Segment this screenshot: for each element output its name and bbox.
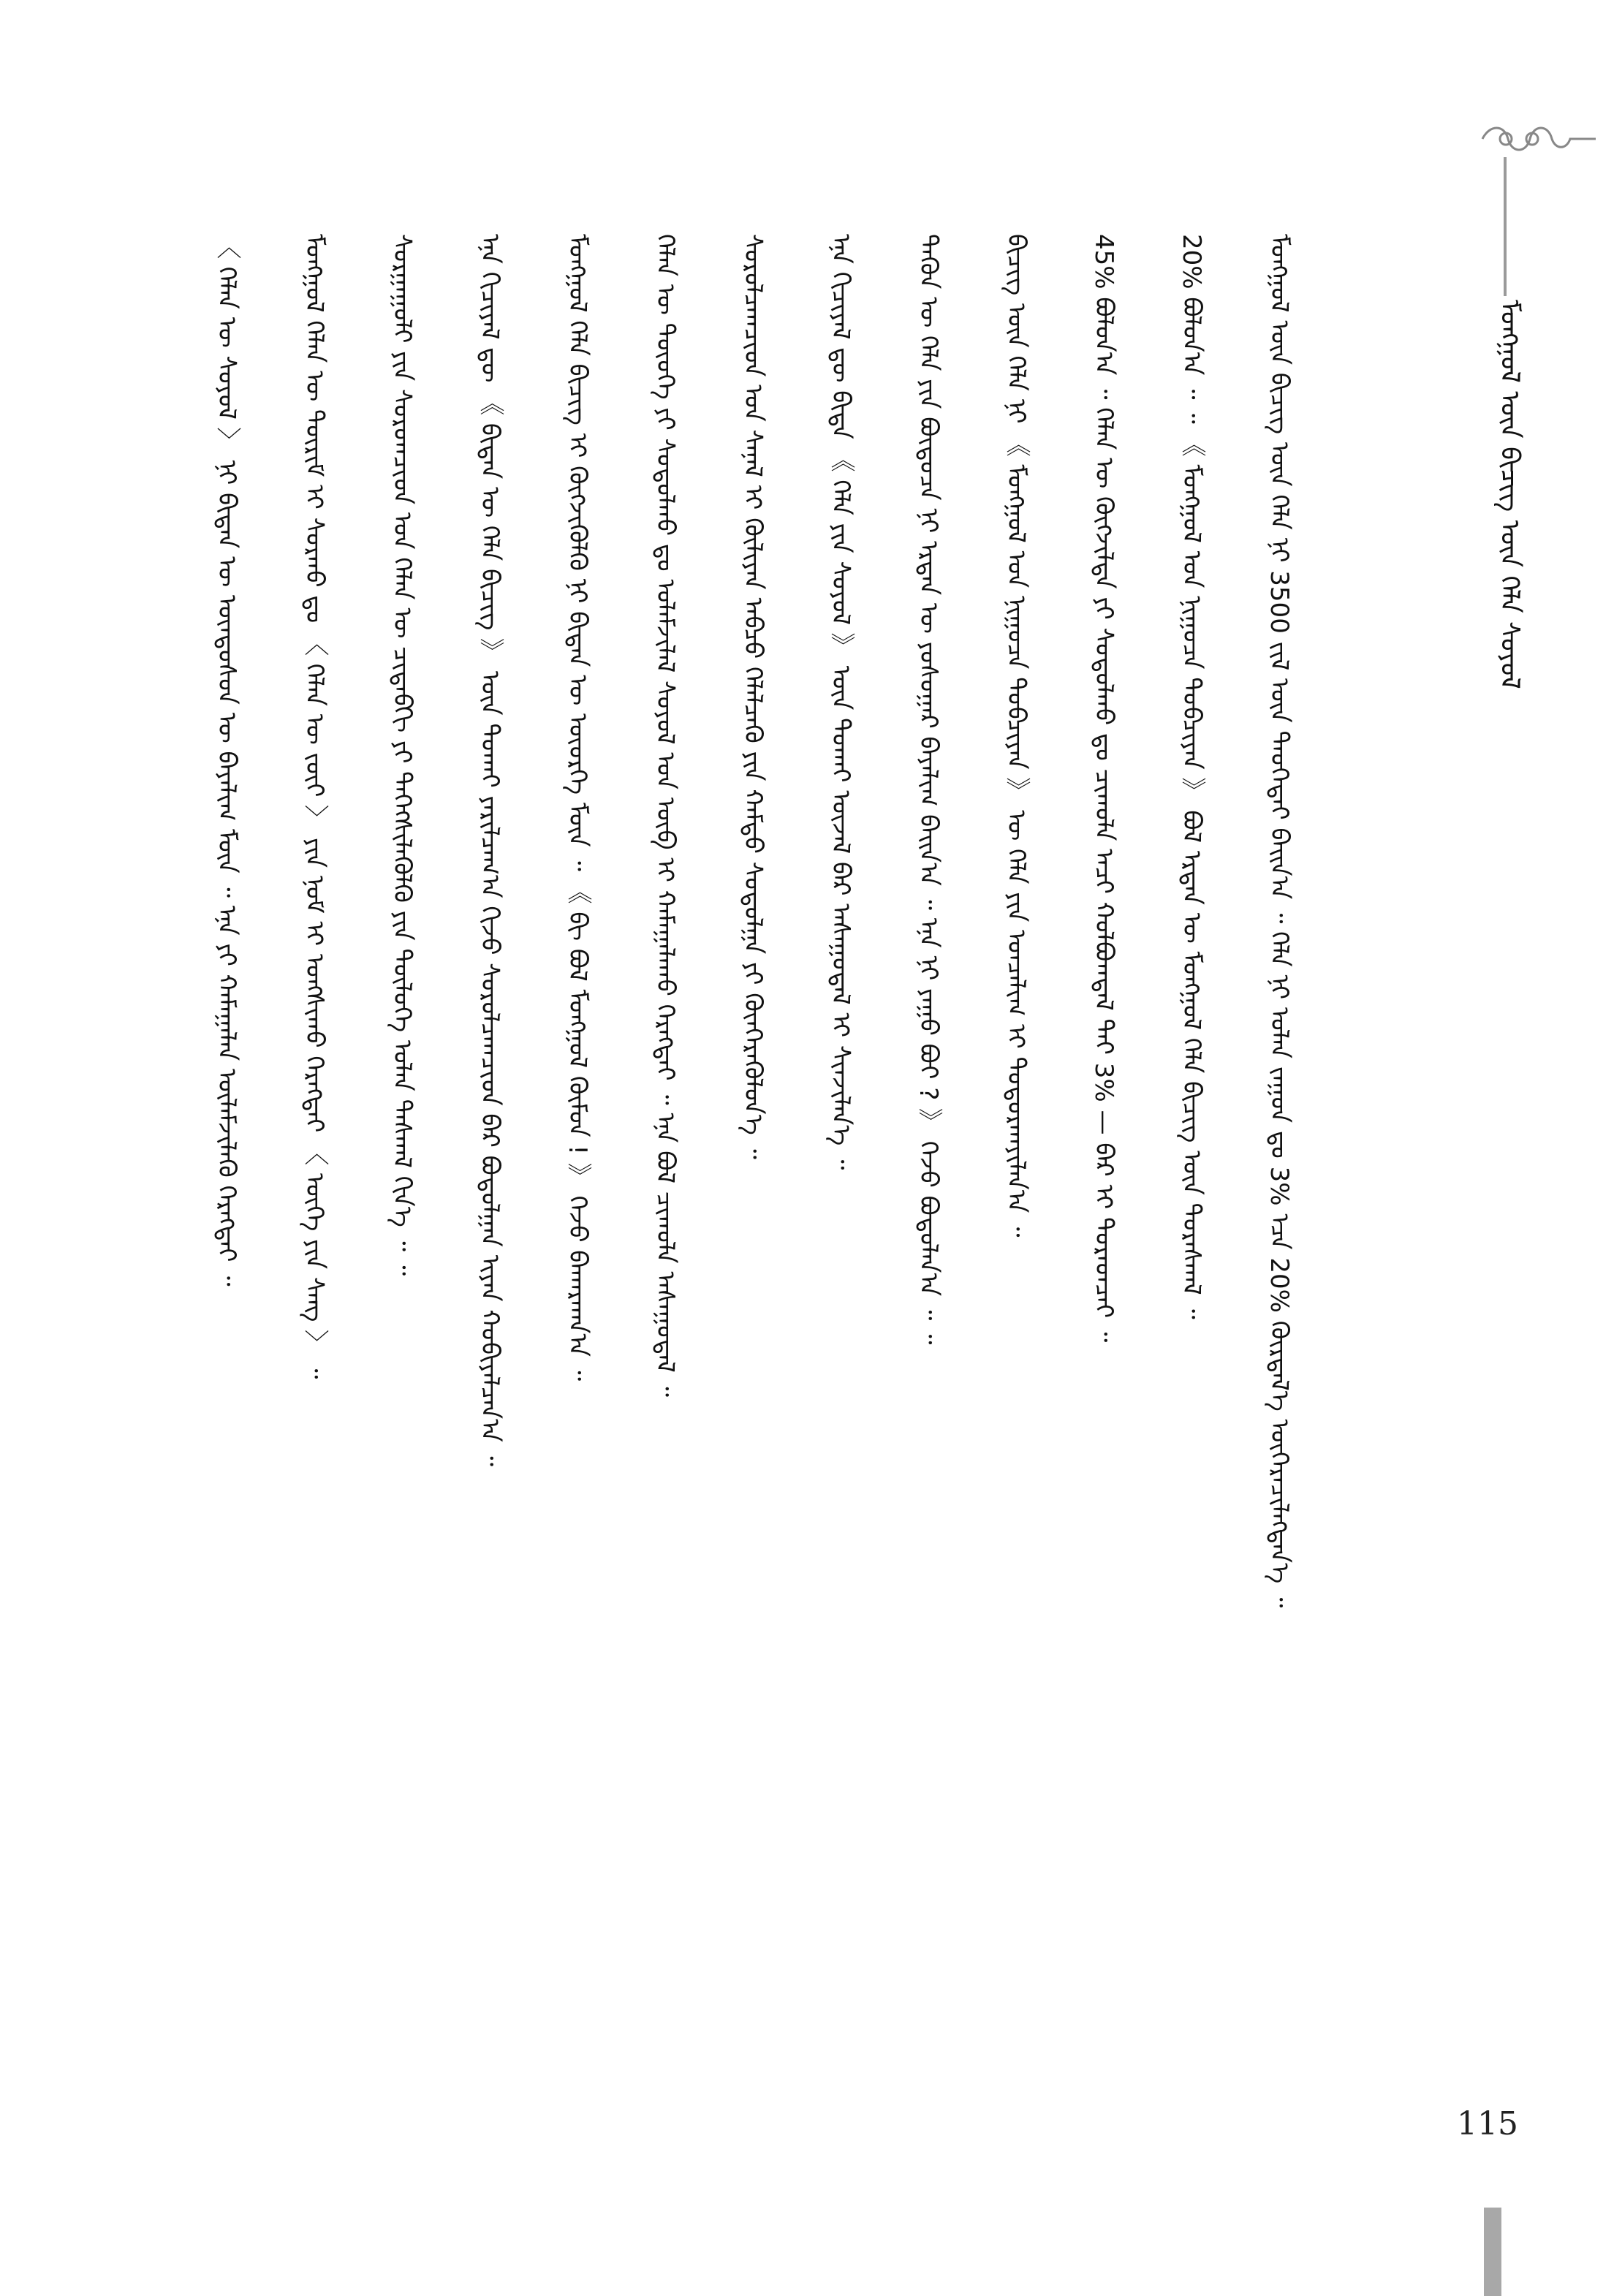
ornament-flourish-icon <box>1475 117 1599 161</box>
text-line: ᠰᠤᠷᠤᠯᠴᠠᠭᠴᠢᠳ ᠤᠨ ᠰᠠᠨᠠᠯ ᠢ ᠬᠦᠯᠢᠶᠡᠨ ᠠᠪᠴᠤ ᠬᠡᠯᠡᠯᠴᠡᠬᠦ ᠶᠢᠨ ᠬᠠᠮᠲᠤ ᠰᠤᠳᠤᠯᠭᠠ ᠶᠢ ᠭᠦᠨᠭᠡᠷᠡᠭᠦᠯᠦᠨ᠎ᠡ ᠃ <box>738 234 768 1159</box>
text-line: ᠮᠣᠩᠭᠣᠯ ᠬᠡᠯᠡᠨ ᠦ ᠳᠦᠷᠢᠮ ᠢ ᠰᠤᠷᠬᠤ ᠳᠤ 〈 ᠬᠡᠯᠡᠨ ᠦ ᠵᠦᠢ 〉 ᠶᠢᠨ ᠨᠣᠮ ᠢ ᠤᠩᠰᠢᠬᠤ ᠬᠡᠷᠡᠭᠲᠡᠢ 〈 ᠦᠭᠡ ᠶᠢᠨ ᠰᠠᠩ 〉 ᠃ <box>300 234 329 1379</box>
page-number: 115 <box>1457 2105 1518 2142</box>
running-head-title: ᠮᠣᠩᠭᠣᠯ ᠦᠨ ᠪᠢᠴᠢᠭ ᠦᠨ ᠬᠡᠯᠡ ᠰᠣᠶᠣᠯ <box>1494 300 1525 689</box>
text-line: 45% ᠪᠣᠯᠤᠨ᠎ᠠ ᠃ ᠬᠡᠯᠡᠨ ᠦ ᠬᠥᠭᠵᠢᠯᠲᠡ ᠶᠢ ᠰᠤᠳᠤᠯᠬᠤ ᠳᠤ ᠴᠢᠬᠤᠯᠠ ᠠᠴᠢ ᠬᠣᠯᠪᠣᠭᠳᠠᠯ ᠲᠠᠢ 3% — ᠪᠠᠷ ᠢ ᠳᠤᠷᠠᠳᠴᠠᠢ ᠃ <box>1089 234 1118 1343</box>
text-line: ᠬᠡᠯᠡᠨ ᠦ ᠲᠦᠦᠬᠡ ᠶᠢ ᠰᠤᠳᠤᠯᠬᠤ ᠳᠤ ᠤᠯᠠᠮᠵᠢᠯᠠᠯ ᠰᠣᠶᠣᠯ ᠤᠨ ᠥᠪ ᠢ ᠬᠠᠮᠠᠭᠠᠯᠠᠬᠤ ᠬᠡᠷᠡᠭᠲᠡᠢ ᠃ ᠡᠨᠡ ᠪᠣᠯ ᠴᠢᠬᠤᠯᠠ ᠠᠰᠠᠭᠤᠳᠠᠯ ᠃ <box>651 234 680 1397</box>
text-line: ᠲᠡᠭᠦᠨ ᠦ ᠬᠡᠯᠡ ᠶᠢᠨ ᠪᠦᠲᠦᠴᠡ ᠨᠢ ᠡᠷᠲᠡᠨ ᠦ ᠶᠣᠰᠣᠭᠠᠷ ᠪᠠᠶᠠᠯᠢᠭ ᠪᠠᠢᠨ᠎ᠠ ᠃ ᠡᠨᠡ ᠨᠢ ᠶᠠᠭᠤ ᠪᠣᠢ ? 》 ᠭᠡᠵᠦ ᠪᠣᠳᠣᠯᠠᠨ᠎ᠠ ᠃ ᠃ <box>914 234 943 1345</box>
text-line: ᠮᠣᠩᠭᠣᠯ ᠦᠨ ᠪᠢᠴᠢᠭ ᠦᠨ ᠬᠡᠯᠡ ᠨᠢ 3500 ᠵᠢᠯ ᠦᠨ ᠲᠡᠦᠬᠡᠲᠡᠢ ᠪᠠᠢᠨ᠎ᠠ ᠃ ᠬᠡᠯᠡ ᠨᠢ ᠣᠯᠠᠨ ᠵᠠᠭᠤᠨ ᠳᠤ 3% ᠡᠴᠡ 20% ᠬᠦᠷᠲᠡᠯ᠎ᠡ ᠥᠭᠡᠷᠡᠴᠢᠯᠡᠭᠳᠡᠨ᠎ᠡ ᠃ <box>1265 234 1294 1608</box>
text-line: ᠡᠨᠡ ᠬᠢᠴᠢᠶᠡᠯ ᠳᠦ 《 ᠪᠢᠳᠡᠨ ᠦ ᠬᠡᠯᠡ ᠪᠢᠴᠢᠭ 》 ᠦᠨ ᠲᠤᠬᠠᠢ ᠶᠠᠷᠢᠯᠴᠠᠭ᠎ᠠ ᠬᠢᠵᠦ ᠰᠤᠷᠤᠯᠴᠠᠭᠴᠢᠳ ᠪᠡᠷ ᠪᠣᠳᠣᠯᠭᠠᠨ ᠢᠶᠠᠨ ᠬᠤᠪᠢᠶᠠᠯᠴᠠᠨ᠎ᠠ ᠃ <box>475 234 504 1466</box>
text-line: 20% ᠪᠣᠯᠤᠨ᠎ᠠ ᠃ ᠃ 《 ᠮᠣᠩᠭᠣᠯ ᠤᠨ ᠨᠢᠭᠤᠴᠠ ᠲᠣᠪᠴᠢᠶᠠᠨ 》 ᠪᠣᠯ ᠡᠷᠲᠡᠨ ᠦ ᠮᠣᠩᠭᠣᠯ ᠬᠡᠯᠡ ᠪᠢᠴᠢᠭ ᠦᠨ ᠳᠤᠷᠠᠰᠬᠠᠯ ᠃ <box>1177 234 1206 1319</box>
text-line: ᠪᠢᠴᠢᠭ ᠦᠨ ᠬᠡᠯᠡ ᠨᠢ 《 ᠮᠣᠩᠭᠣᠯ ᠤᠨ ᠨᠢᠭᠤᠴᠠ ᠲᠣᠪᠴᠢᠶᠠᠨ 》 ᠦ ᠬᠡᠯᠡ ᠶᠢᠨ ᠣᠨᠴᠠᠯᠢᠭ ᠢ ᠲᠣᠳᠣᠷᠬᠠᠶᠢᠯᠠᠨ᠎ᠠ ᠃ <box>1001 234 1031 1238</box>
text-line: 〈 ᠬᠡᠯᠡᠨ ᠦ ᠰᠣᠶᠣᠯ 〉 ᠨᠢ ᠪᠢᠳᠡᠨ ᠦ ᠦᠨᠳᠦᠰᠦᠨ ᠦ ᠪᠠᠶᠠᠯᠢᠭ ᠮᠥᠨ ᠃ ᠡᠨᠡ ᠶᠢ ᠬᠠᠮᠠᠭᠠᠯᠠᠨ ᠦᠯᠡᠮᠵᠢᠯᠡᠬᠦ ᠬᠡᠷᠡᠭᠲᠡᠢ ᠃ <box>212 234 241 1287</box>
text-line: ᠮᠣᠩᠭᠣᠯ ᠬᠡᠯᠡ ᠪᠢᠴᠢᠭ ᠢ ᠬᠥᠭᠵᠢᠭᠦᠯᠬᠦ ᠨᠢ ᠪᠢᠳᠡᠨ ᠦ ᠦᠦᠷᠭᠡ ᠮᠥᠨ ᠃ 《 ᠪᠢ ᠪᠣᠯ ᠮᠣᠩᠭᠣᠯ ᠬᠦᠮᠦᠨ ! 》 ᠭᠡᠵᠦ ᠪᠠᠬᠠᠷᠬᠠᠨ᠎ᠠ ᠃ <box>563 234 592 1382</box>
side-tab <box>1484 2208 1501 2296</box>
text-line: ᠡᠨᠡ ᠬᠢᠴᠢᠶᠡᠯ ᠳᠦ ᠪᠢᠳᠡ 《 ᠬᠡᠯᠡ ᠶᠢᠨ ᠰᠣᠶᠣᠯ 》 ᠦᠨ ᠲᠤᠬᠠᠢ ᠦᠵᠡᠯ ᠪᠠᠷ ᠠᠰᠠᠭᠤᠳᠠᠯ ᠢ ᠰᠢᠨᠵᠢᠯᠡᠨ᠎ᠡ ᠃ <box>826 234 855 1170</box>
body-text <box>183 234 1411 2127</box>
header-rule <box>1504 157 1507 296</box>
running-head <box>1477 300 1542 943</box>
text-line: ᠰᠤᠷᠭᠠᠭᠤᠯᠢ ᠶᠢᠨ ᠰᠤᠷᠤᠭᠴᠢᠳ ᠤᠨ ᠬᠡᠯᠡᠨ ᠦ ᠴᠢᠳᠠᠪᠬᠢ ᠶᠢ ᠳᠡᠭᠡᠭᠰᠢᠯᠡᠭᠦᠯᠬᠦ ᠶᠢᠨ ᠲᠥᠯᠦᠭᠡ ᠣᠯᠠᠨ ᠳᠠᠰᠬᠠᠯ ᠬᠢᠨ᠎ᠡ ᠃ ᠃ <box>387 234 417 1276</box>
